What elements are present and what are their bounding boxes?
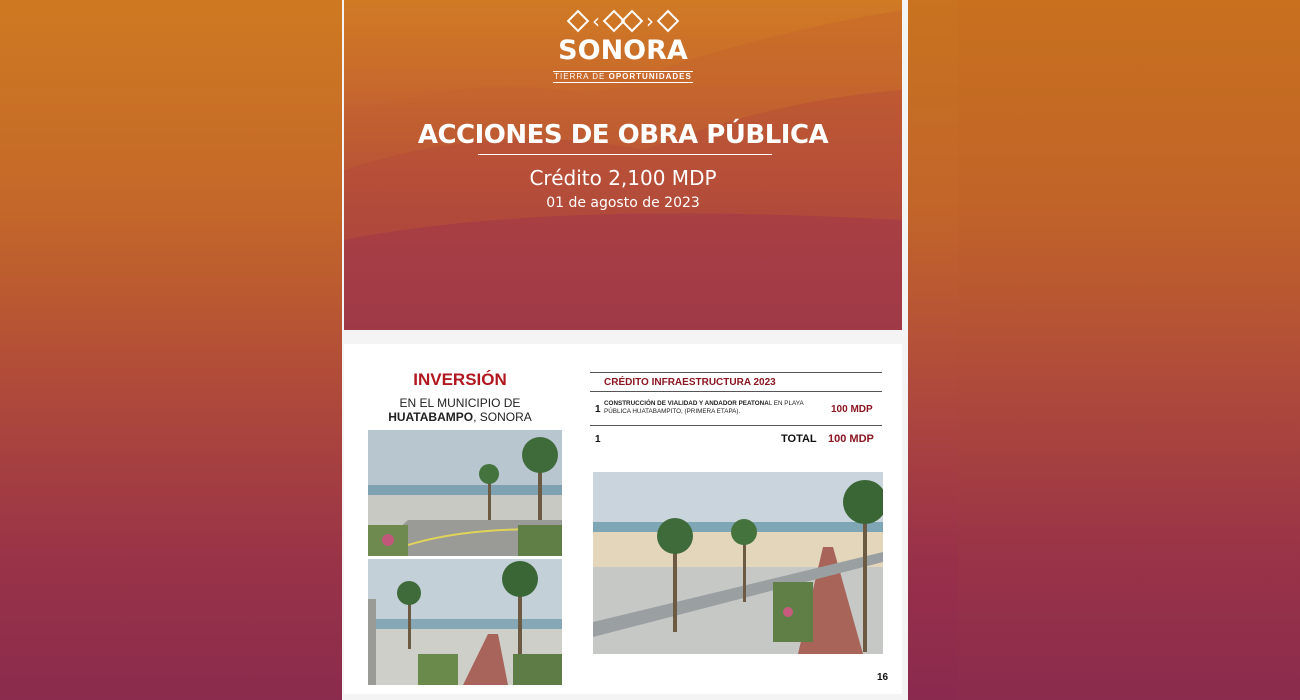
sonora-logo: [344, 6, 902, 84]
document-page: [342, 0, 908, 700]
cover-slide: [344, 0, 902, 330]
table-row-description: CONSTRUCCIÓN DE VIALIDAD Y ANDADOR PEATONAL EN PLAYA PÚBLICA HUATABAMPITO, (PRIMERA ETAPA).: [604, 400, 804, 415]
table-top-rule: [590, 372, 882, 373]
logo-name: SONORA: [558, 35, 688, 66]
cover-title: ACCIONES DE OBRA PÚBLICA: [417, 120, 829, 150]
table-row-amount: 100 MDP: [831, 404, 873, 415]
table-row-number: 1: [595, 404, 601, 415]
table-body-rule: [590, 425, 882, 426]
boardwalk-render-image-1: [368, 430, 562, 556]
title-underline: [478, 154, 772, 155]
municipality-intro: EN EL MUNICIPIO DE: [399, 396, 521, 410]
total-label: TOTAL: [781, 433, 817, 445]
cover-date: 01 de agosto de 2023: [546, 195, 700, 211]
boardwalk-render-image-2: [368, 559, 562, 685]
background-right: [958, 0, 1300, 700]
table-header: CRÉDITO INFRAESTRUCTURA 2023: [604, 377, 776, 388]
page-number: 16: [877, 672, 889, 683]
logo-tagline: TIERRA DE OPORTUNIDADES: [554, 72, 692, 81]
total-count: 1: [595, 434, 601, 445]
investment-heading: INVERSIÓN: [413, 370, 507, 389]
table-header-rule: [590, 391, 882, 392]
total-amount: 100 MDP: [828, 433, 874, 445]
background-left: [0, 0, 342, 700]
logo-pattern-icon: ‹ ›: [344, 6, 902, 36]
municipality-name: HUATABAMPO, SONORA: [388, 410, 532, 424]
cover-subtitle: Crédito 2,100 MDP: [529, 166, 717, 190]
boardwalk-render-image-3: [593, 472, 883, 654]
investment-slide: [344, 344, 902, 694]
